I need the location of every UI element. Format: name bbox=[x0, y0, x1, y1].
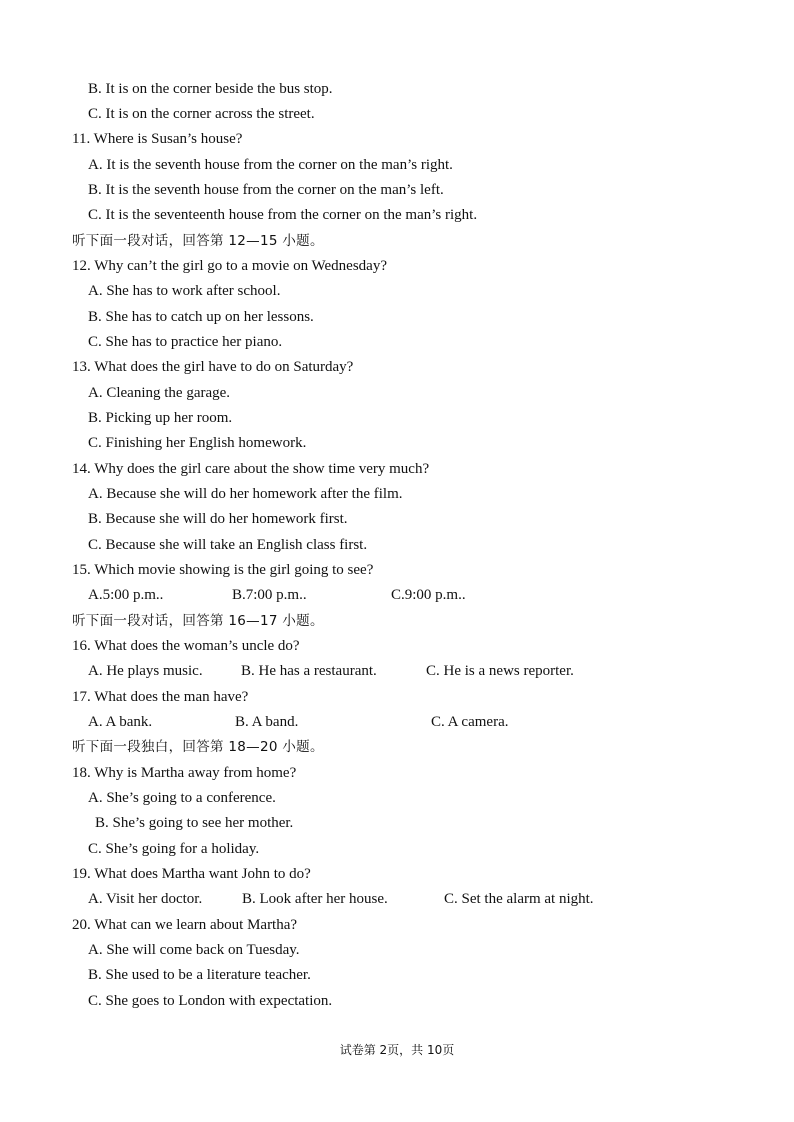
question-16: 16. What does the woman’s uncle do? bbox=[72, 638, 300, 654]
option-17c: C. A camera. bbox=[431, 714, 509, 730]
option-18b: B. She’s going to see her mother. bbox=[95, 815, 294, 831]
page-footer: 试卷第 2页，共 10页 bbox=[339, 1043, 455, 1057]
option-11b: B. It is the seventh house from the corner on the man’s left. bbox=[88, 182, 444, 198]
option-20a: A. She will come back on Tuesday. bbox=[88, 942, 300, 958]
option-16a: A. He plays music. bbox=[88, 663, 203, 679]
option-11c: C. It is the seventeenth house from the corner on the man’s right. bbox=[88, 207, 478, 223]
option-16b: B. He has a restaurant. bbox=[241, 663, 377, 679]
question-19: 19. What does Martha want John to do? bbox=[72, 866, 311, 882]
option-16c: C. He is a news reporter. bbox=[426, 663, 574, 679]
option-11a: A. It is the seventh house from the corner on the man’s right. bbox=[88, 157, 453, 173]
option-18a: A. She’s going to a conference. bbox=[88, 790, 276, 806]
option-19b: B. Look after her house. bbox=[242, 891, 388, 907]
option-18c: C. She’s going for a holiday. bbox=[88, 841, 260, 857]
question-15: 15. Which movie showing is the girl going to see? bbox=[72, 562, 374, 578]
question-14: 14. Why does the girl care about the show time very much? bbox=[72, 461, 430, 477]
section-header-16-17: 听下面一段对话，回答第 16—17 小题。 bbox=[72, 613, 324, 629]
option-10c: C. It is on the corner across the street. bbox=[88, 106, 315, 122]
option-19a: A. Visit her doctor. bbox=[88, 891, 203, 907]
option-20c: C. She goes to London with expectation. bbox=[88, 993, 333, 1009]
question-18: 18. Why is Martha away from home? bbox=[72, 765, 297, 781]
option-15a: A.5:00 p.m.. bbox=[88, 587, 164, 603]
question-13: 13. What does the girl have to do on Saturday? bbox=[72, 359, 354, 375]
option-14b: B. Because she will do her homework first. bbox=[88, 511, 348, 527]
option-15c: C.9:00 p.m.. bbox=[391, 587, 466, 603]
option-17b: B. A band. bbox=[235, 714, 299, 730]
option-14a: A. Because she will do her homework after the film. bbox=[88, 486, 403, 502]
option-13c: C. Finishing her English homework. bbox=[88, 435, 307, 451]
option-12b: B. She has to catch up on her lessons. bbox=[88, 309, 314, 325]
section-header-12-15: 听下面一段对话，回答第 12—15 小题。 bbox=[72, 233, 324, 249]
option-15b: B.7:00 p.m.. bbox=[232, 587, 307, 603]
option-13a: A. Cleaning the garage. bbox=[88, 385, 231, 401]
option-12a: A. She has to work after school. bbox=[88, 283, 281, 299]
option-10b: B. It is on the corner beside the bus stop. bbox=[88, 81, 333, 97]
question-12: 12. Why can’t the girl go to a movie on Wednesday? bbox=[72, 258, 387, 274]
option-19c: C. Set the alarm at night. bbox=[444, 891, 594, 907]
question-17: 17. What does the man have? bbox=[72, 689, 249, 705]
option-20b: B. She used to be a literature teacher. bbox=[88, 967, 311, 983]
section-header-18-20: 听下面一段独白，回答第 18—20 小题。 bbox=[72, 739, 324, 755]
option-14c: C. Because she will take an English class first. bbox=[88, 537, 368, 553]
question-20: 20. What can we learn about Martha? bbox=[72, 917, 298, 933]
question-11: 11. Where is Susan’s house? bbox=[72, 131, 243, 147]
option-12c: C. She has to practice her piano. bbox=[88, 334, 283, 350]
option-13b: B. Picking up her room. bbox=[88, 410, 233, 426]
option-17a: A. A bank. bbox=[88, 714, 153, 730]
